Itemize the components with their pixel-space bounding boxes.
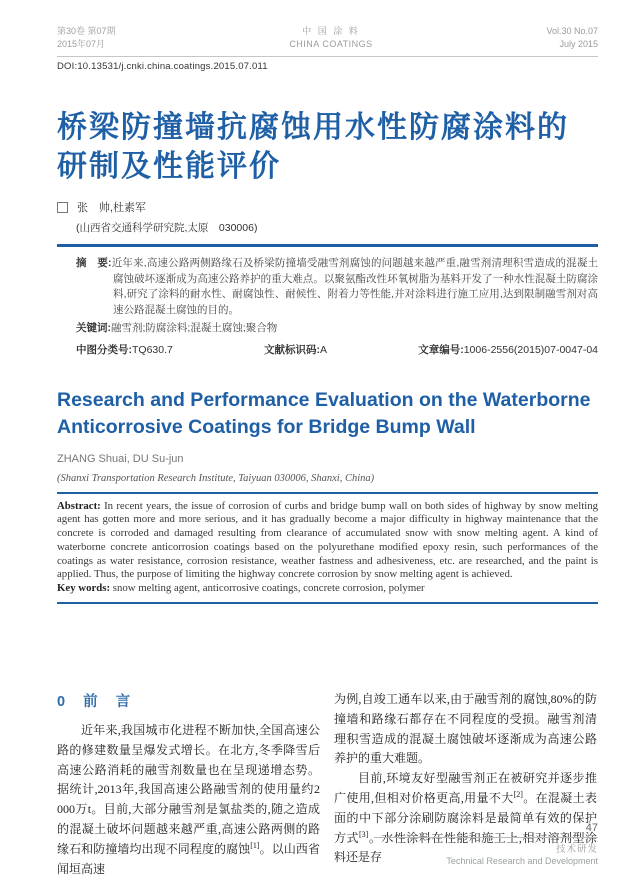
keywords-en-text: snow melting agent, anticorrosive coatings, concrete corrosion, polymer [112, 582, 425, 595]
paper-title-cn [57, 108, 598, 186]
doc-code [264, 342, 327, 357]
article-id-label: 文章编号: [418, 343, 464, 356]
author-square-icon [57, 202, 68, 213]
classification-row [76, 342, 598, 357]
journal-issue-info [57, 25, 116, 51]
keywords-cn [76, 321, 598, 337]
journal-date-cn: 2015年07月 [57, 39, 106, 49]
keywords-en [57, 582, 598, 596]
reference-marker: [1] [250, 840, 260, 850]
abstract-cn-label: 摘 要: [76, 257, 112, 269]
divider-rule-en-bottom [57, 602, 598, 604]
journal-name [289, 25, 372, 51]
doi-text: DOI:10.13531/j.cnki.china.coatings.2015.07.011 [57, 61, 268, 72]
doc-code-value: A [320, 343, 328, 356]
paper-title-cn-line2: 研制及性能评价 [57, 150, 281, 183]
journal-vol-info-en [546, 25, 598, 51]
divider-rule-en-top [57, 492, 598, 494]
footer-section-cn: 技术研发 [555, 844, 598, 855]
paper-title-en-line2: Anticorrosive Coatings for Bridge Bump Wall [57, 415, 476, 438]
reference-marker: [3] [359, 829, 369, 839]
affiliation-en: (Shanxi Transportation Research Institute, Taiyuan 030006, Shanxi, China) [57, 472, 375, 484]
paper-title-en [57, 387, 598, 441]
journal-name-en: CHINA COATINGS [289, 39, 373, 49]
article-id [418, 342, 598, 357]
keywords-cn-text: 融雪剂;防腐涂料;混凝土腐蚀;聚合物 [111, 322, 278, 334]
clc-number [76, 342, 173, 357]
journal-vol-no-en: Vol.30 No.07 [546, 26, 598, 36]
abstract-en-text: In recent years, the issue of corrosion of curbs and bridge bump wall on both sides of highway by snow melting agent has gotten more and more serious, and it has gradually become a major difficulty in highway maintenance that the concrete is corroded and damaged resulting from clearance of accumulated snow with snow melting agent. A kind of waterborne concrete anticorrosion coatings based on the polyurethane modified epoxy resin, such performances of the coatings as water resistance, corrosion resistance, weather fastness and adhesiveness, etc. are researched, and the paint is applied. Thus, the purpose of limiting the highway concrete corrosion by snow melting agent is achieved. [57, 499, 598, 581]
authors-en: ZHANG Shuai, DU Su-jun [57, 452, 184, 465]
affiliation-cn: (山西省交通科学研究院,太原 030006) [76, 222, 258, 234]
body-paragraph: 目前,环境友好型融雪剂正在被研究并逐步推广使用,但相对价格更高,用量不大[2]。在混凝土表面的中下部分涂刷防腐涂料是最简单有效的保护方式[3]。水性涂料在性能和施工上,相对溶剂型涂料还是存 [334, 771, 597, 865]
journal-volume-issue: 第30卷 第07期 [57, 26, 116, 36]
page-footer [374, 822, 598, 866]
authors-cn: 张 帅,杜素军 [77, 202, 147, 214]
divider-rule-top [57, 244, 598, 247]
article-id-value: 1006-2556(2015)07-0047-04 [463, 343, 598, 356]
abstract-en-label: Abstract: [57, 499, 101, 512]
body-paragraph: 为例,自竣工通车以来,由于融雪剂的腐蚀,80%的防撞墙和路缘石都存在不同程度的受损。融雪剂清理积雪造成的混凝土腐蚀破坏逐渐成为高速公路养护的重大难题。 [334, 692, 597, 766]
body-paragraph: 近年来,我国城市化进程不断加快,全国高速公路的修建数量呈爆发式增长。在北方,冬季降雪后高速公路消耗的融雪剂数量也在呈现递增态势。据统计,2013年,我国高速公路融雪剂的使用量约2 000万t。目前,大部分融雪剂是氯盐类的,随之造成的混凝土破坏问题越来越严重,高速公路两侧的路缘石和防撞墙均出现不同程度的腐蚀[1]。以山西省闻垣高速 [57, 723, 320, 876]
footer-section-en: Technical Research and Development [446, 856, 598, 866]
keywords-cn-label: 关键词: [76, 322, 111, 334]
journal-header [57, 25, 598, 57]
doc-code-label: 文献标识码: [264, 343, 321, 356]
abstract-cn-text: 近年来,高速公路两侧路缘石及桥梁防撞墙受融雪剂腐蚀的问题越来越严重,融雪剂清理积雪造成的混凝土腐蚀破坏逐渐成为高速公路养护的重大难点。以聚氨酯改性环氧树脂为基料开发了一种水性混凝土防腐涂料,研究了涂料的耐水性、耐腐蚀性、耐候性、附着力等性能,并对涂料进行施工应用,达到限制融雪剂对高速公路混凝土腐蚀的目的。 [111, 257, 599, 316]
section-heading: 0 前 言 [57, 694, 138, 711]
paper-title-cn-line1: 桥梁防撞墙抗腐蚀用水性防腐涂料的 [57, 111, 569, 144]
journal-name-cn: 中 国 涂 料 [302, 26, 360, 36]
keywords-en-label: Key words: [57, 582, 111, 595]
abstract-en [57, 500, 598, 583]
journal-date-en: July 2015 [559, 39, 598, 49]
authors-cn-row [57, 199, 598, 215]
body-column-left [57, 690, 320, 879]
clc-value: TQ630.7 [132, 343, 173, 356]
reference-marker: [2] [513, 790, 523, 800]
paper-title-en-line1: Research and Performance Evaluation on the Waterborne [57, 388, 591, 411]
abstract-cn [76, 256, 598, 318]
clc-label: 中图分类号: [76, 343, 132, 356]
page-number: 47 [374, 822, 598, 838]
